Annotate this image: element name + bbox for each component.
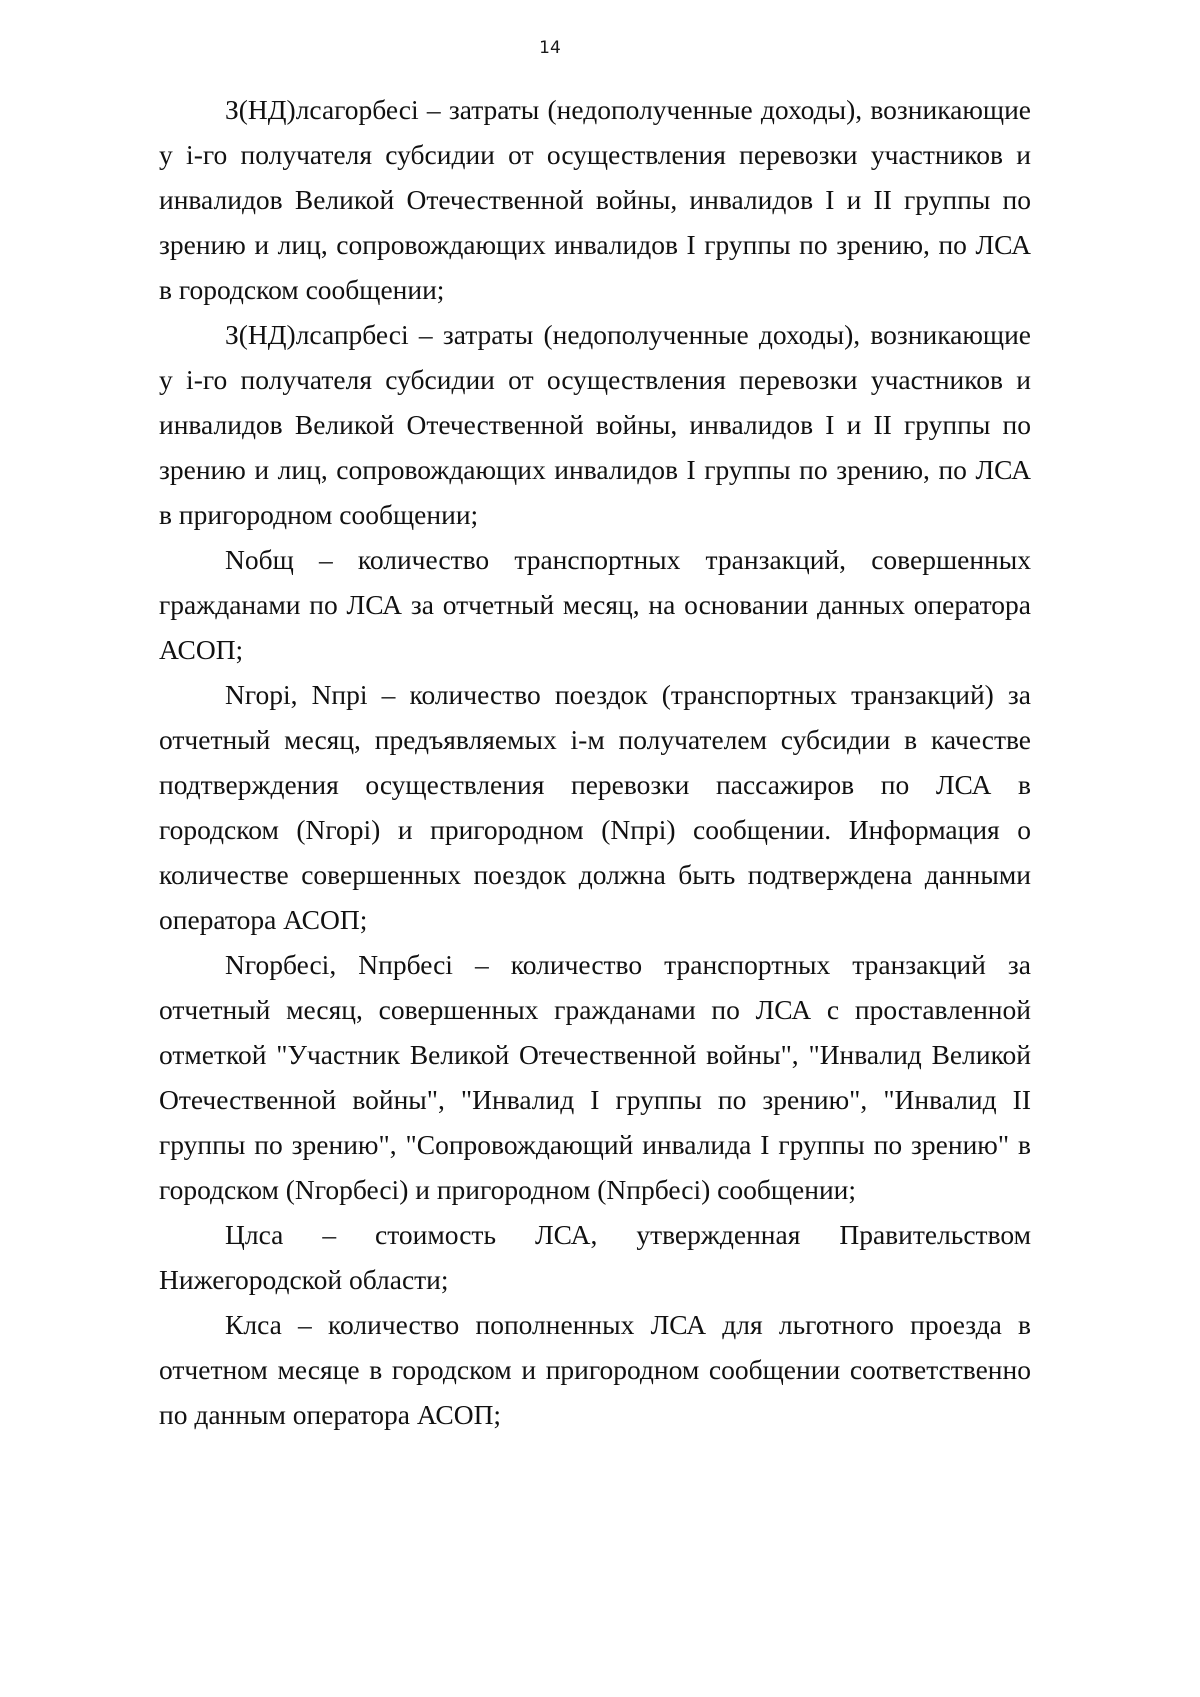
- paragraph-n-gorbes-prbes: Nгорбесі, Nпрбесі – количество транспортных транзакций за отчетный месяц, совершенных гражданами по ЛСА с проставленной отметкой "Участник Великой Отечественной войны", "Инвалид Великой Отечественной войны", "Инвалид I группы по зрению", "Инвалид II группы по зрению", "Сопровождающий инвалида I группы по зрению" в городском (Nгорбесі) и пригородном (Nпрбесі) сообщении;: [159, 949, 1031, 1205]
- paragraph-zatraty-gorod: З(НД)лсагорбесі – затраты (недополученные доходы), возникающие у і-го получателя субсидии от осуществления перевозки участников и инвалидов Великой Отечественной войны, инвалидов I и II группы по зрению и лиц, сопровождающих инвалидов I группы по зрению, по ЛСА в городском сообщении;: [159, 94, 1031, 305]
- paragraph-n-gor-pr: Nгорі, Nпрі – количество поездок (транспортных транзакций) за отчетный месяц, предъявляемых і-м получателем субсидии в качестве подтверждения осуществления перевозки пассажиров по ЛСА в городском (Nгорі) и пригородном (Nпрі) сообщении. Информация о количестве совершенных поездок должна быть подтверждена данными оператора АСОП;: [159, 679, 1031, 935]
- paragraph-n-obshch: Nобщ – количество транспортных транзакций, совершенных гражданами по ЛСА за отчетный месяц, на основании данных оператора АСОП;: [159, 544, 1031, 665]
- paragraph-k-lsa: Клса – количество пополненных ЛСА для льготного проезда в отчетном месяце в городском и пригородном сообщении соответственно по данным оператора АСОП;: [159, 1309, 1031, 1430]
- paragraph-zatraty-prigorod: З(НД)лсапрбесі – затраты (недополученные доходы), возникающие у і-го получателя субсидии от осуществления перевозки участников и инвалидов Великой Отечественной войны, инвалидов I и II группы по зрению и лиц, сопровождающих инвалидов I группы по зрению, по ЛСА в пригородном сообщении;: [159, 319, 1031, 530]
- document-body: [159, 87, 1031, 1437]
- page-number: 14: [539, 38, 561, 58]
- paragraph-c-lsa: Цлса – стоимость ЛСА, утвержденная Правительством Нижегородской области;: [159, 1219, 1031, 1295]
